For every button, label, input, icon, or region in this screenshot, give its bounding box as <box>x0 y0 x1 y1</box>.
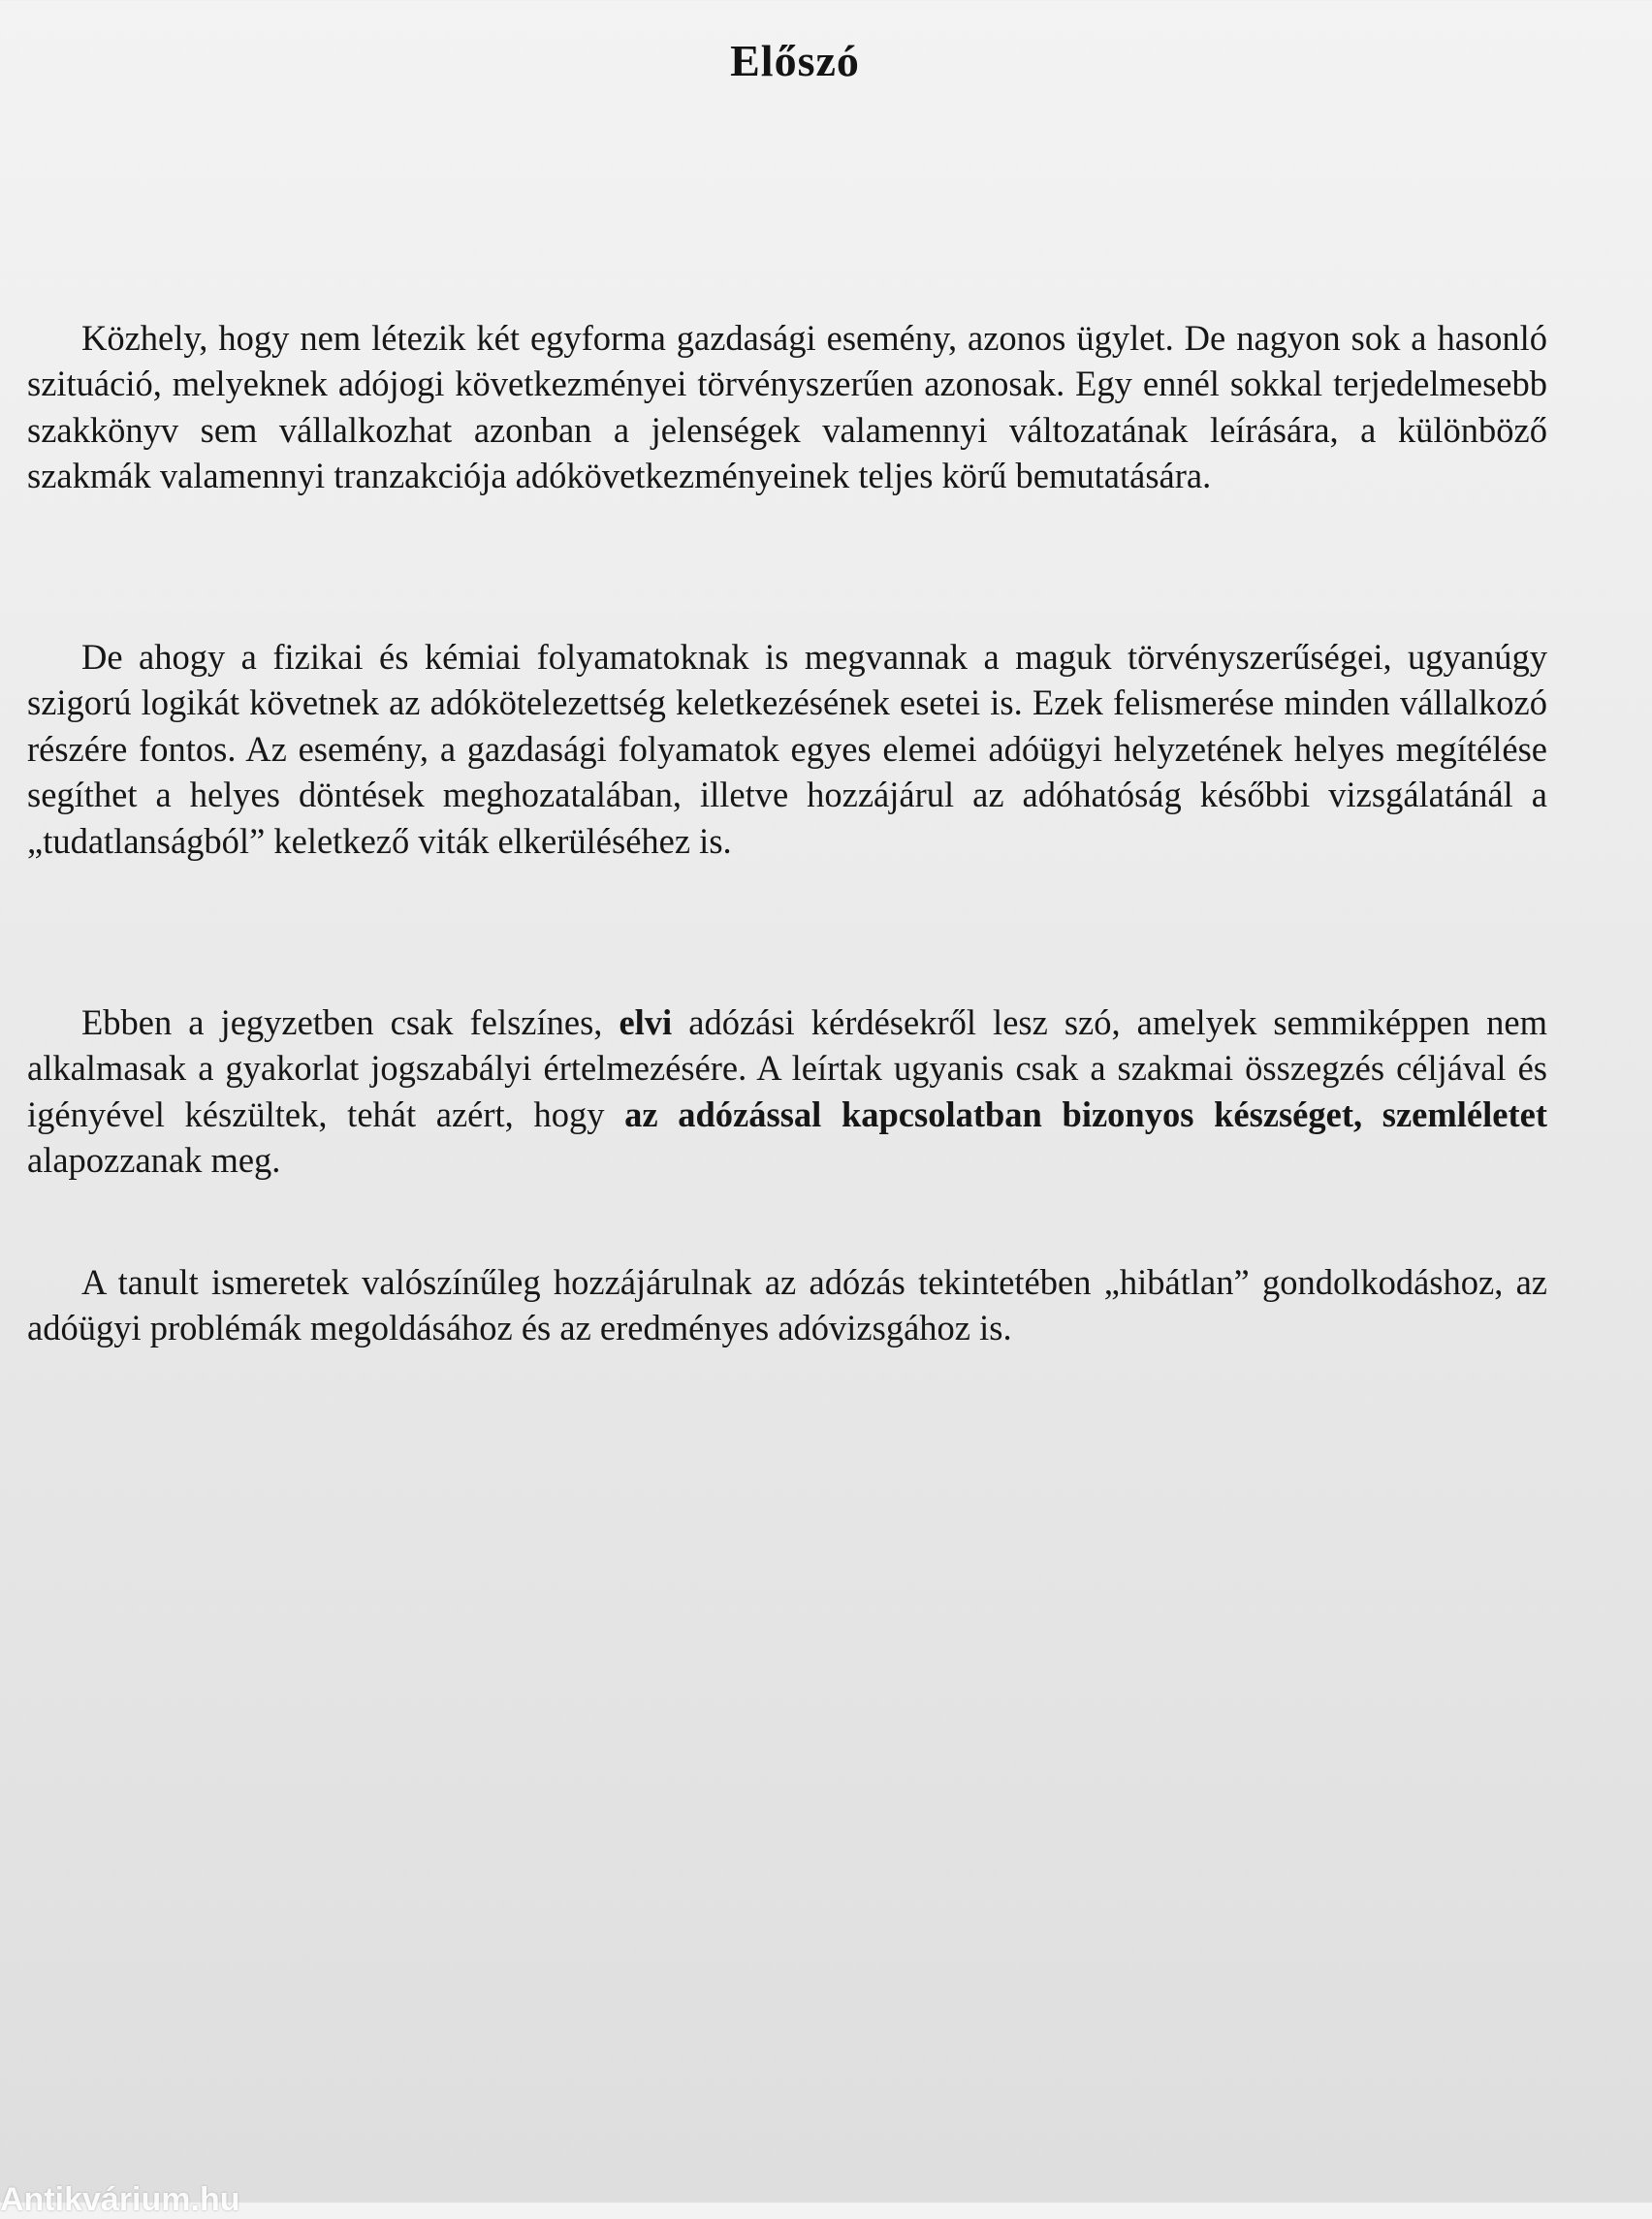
paragraph-3-text-start: Ebben a jegyzetben csak felszínes, <box>81 1001 620 1042</box>
paragraph-2: De ahogy a fizikai és kémiai folyamatoknak is megvannak a maguk törvényszerűségei, ugyanúgy szigorú logikát követnek az adókötelezettség keletkezésének esetei is. Ezek felismerése minden vállalkozó részére fontos. Az esemény, a gazdasági folyamatok egyes elemei adóügyi helyzetének helyes megítélése segíthet a helyes döntések meghozatalában, illetve hozzájárul az adóhatóság későbbi vizsgálatánál a „tudatlanságból” keletkező viták elkerüléséhez is. <box>27 636 1547 861</box>
paragraph-3-bold-phrase: az adózással kapcsolatban bizonyos készséget, szemléletet <box>624 1094 1547 1134</box>
page-title: Előszó <box>730 36 860 85</box>
paragraph-4: A tanult ismeretek valószínűleg hozzájárulnak az adózás tekintetében „hibátlan” gondolkodáshoz, az adóügyi problémák megoldásához és az eredményes adóvizsgához is. <box>27 1261 1547 1347</box>
paragraph-1: Közhely, hogy nem létezik két egyforma gazdasági esemény, azonos ügylet. De nagyon sok a hasonló szituáció, melyeknek adójogi következményei törvényszerűen azonosak. Egy ennél sokkal terjedelmesebb szakkönyv sem vállalkozhat azonban a jelenségek valamennyi változatának leírására, a különböző szakmák valamennyi tranzakciója adókövetkezményeinek teljes körű bemutatására. <box>27 317 1547 495</box>
paragraph-3-text-end: alapozzanak meg. <box>27 1140 281 1180</box>
footer-watermark: Antikvárium.hu <box>0 2181 240 2218</box>
paragraph-3-bold-elvi: elvi <box>619 1001 673 1042</box>
paragraph-3 <box>27 999 1547 1184</box>
paragraph-3-text-middle: adózási kérdésekről lesz szó, amelyek semmiképpen nem alkalmasak a gyakorlat jogszabályi értelmezésére. A leírtak ugyanis csak a szakmai összegzés céljával és igényével készültek, tehát azért, hogy <box>27 1001 1547 1134</box>
